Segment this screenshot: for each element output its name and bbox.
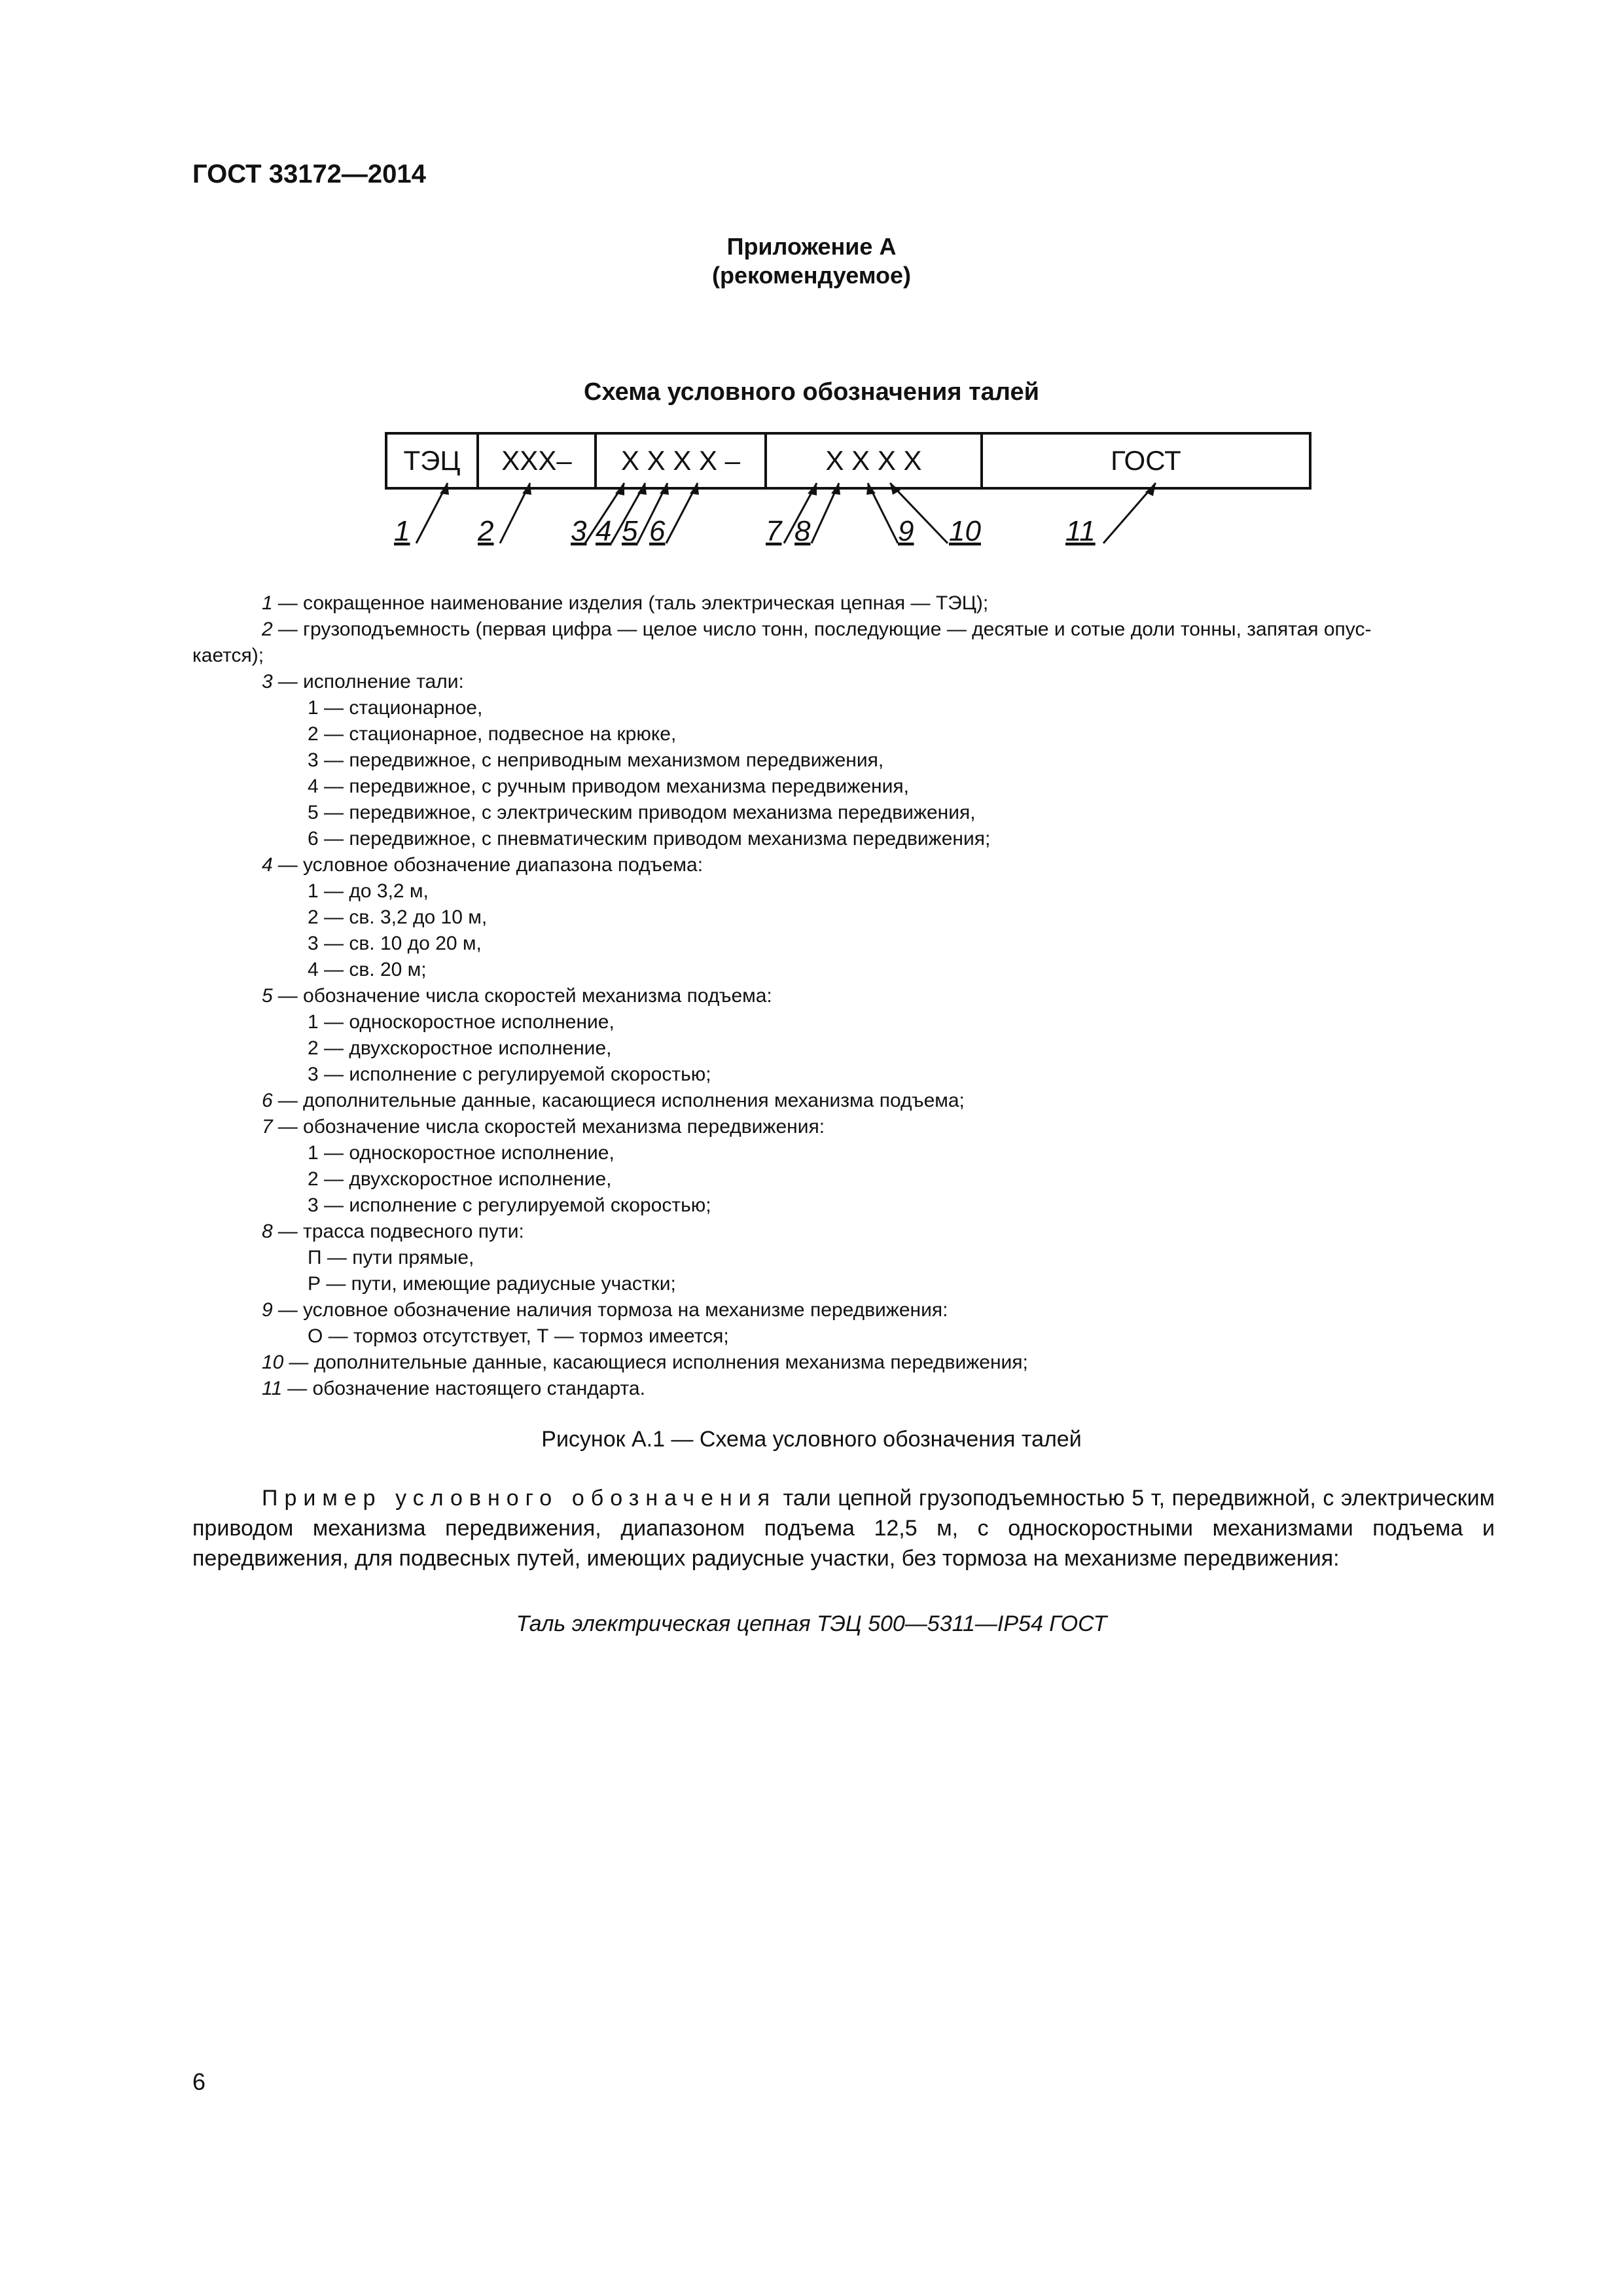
legend-item-6: 6 — дополнительные данные, касающиеся исполнения механизма подъема;: [262, 1090, 965, 1111]
cell-tec: ТЭЦ: [403, 445, 461, 476]
legend-item-2: 2 — грузоподъемность (первая цифра — целое число тонн, последующие — десятые и сотые доли тонны, запятая опус-: [262, 619, 1372, 640]
label-5: 5: [622, 515, 638, 547]
annex-title: Приложение А: [726, 233, 897, 260]
document-id: ГОСТ 33172—2014: [192, 160, 426, 188]
example-paragraph: [192, 1483, 1495, 1573]
legend-item-8: 8 — трасса подвесного пути:: [262, 1221, 524, 1242]
legend-item-9: 9 — условное обозначение наличия тормоза на механизме передвижения:: [262, 1299, 948, 1321]
legend-item-3: 3 — исполнение тали:: [262, 671, 464, 692]
legend-sub-item: П — пути прямые,: [308, 1247, 474, 1268]
legend-sub-item: 1 — односкоростное исполнение,: [308, 1011, 615, 1033]
legend-sub-item: 2 — двухскоростное исполнение,: [308, 1037, 612, 1059]
legend: [192, 590, 1495, 1402]
legend-sub-item: 1 — стационарное,: [308, 697, 483, 719]
legend-sub-item: 1 — до 3,2 м,: [308, 880, 429, 902]
label-3: 3: [571, 515, 587, 547]
example-designation: Таль электрическая цепная ТЭЦ 500—5311—IP54 ГОСТ: [516, 1611, 1107, 1636]
legend-sub-item: 3 — исполнение с регулируемой скоростью;: [308, 1194, 711, 1216]
label-7: 7: [766, 515, 782, 547]
legend-sub-item: 5 — передвижное, с электрическим приводом механизма передвижения,: [308, 802, 976, 823]
legend-sub-item: 1 — односкоростное исполнение,: [308, 1142, 615, 1164]
legend-item-2-continuation: кается);: [192, 645, 264, 666]
legend-item-1: 1 — сокращенное наименование изделия (таль электрическая цепная — ТЭЦ);: [262, 592, 989, 614]
legend-sub-item: 3 — св. 10 до 20 м,: [308, 933, 482, 954]
label-2: 2: [478, 515, 494, 547]
page-number: 6: [192, 2068, 206, 2095]
example-text: тали цепной грузоподъемностью 5 т, передвижной, с электрическим приводом механизма передвижения, диапазоном подъема 12,5 м, с односкоростными механизмами подъема и передвижения, для подвесных путей, имеющих радиусные участки, без тормоза на механизме передвижения:: [192, 1486, 1495, 1571]
figure-caption: Рисунок А.1 — Схема условного обозначения талей: [541, 1427, 1082, 1452]
legend-sub-item: 2 — стационарное, подвесное на крюке,: [308, 723, 677, 745]
legend-item-4: 4 — условное обозначение диапазона подъема:: [262, 854, 704, 876]
cell-capacity: ХХХ–: [501, 445, 572, 476]
label-4: 4: [596, 515, 612, 547]
legend-sub-item: 3 — передвижное, с неприводным механизмом передвижения,: [308, 749, 884, 771]
cell-standard: ГОСТ: [1111, 445, 1181, 476]
legend-item-5: 5 — обозначение числа скоростей механизма подъема:: [262, 985, 772, 1007]
cell-travel-group: Х Х Х Х: [825, 445, 922, 476]
label-1: 1: [394, 515, 410, 547]
legend-sub-item: 3 — исполнение с регулируемой скоростью;: [308, 1064, 711, 1085]
legend-item-7: 7 — обозначение числа скоростей механизма передвижения:: [262, 1116, 825, 1138]
example-lead: Пример условного обозначения: [262, 1486, 777, 1511]
legend-sub-item: О — тормоз отсутствует, Т — тормоз имеется;: [308, 1325, 729, 1347]
legend-sub-item: 2 — св. 3,2 до 10 м,: [308, 906, 488, 928]
label-9: 9: [898, 515, 914, 547]
legend-sub-item: 4 — передвижное, с ручным приводом механизма передвижения,: [308, 776, 909, 797]
legend-sub-item: Р — пути, имеющие радиусные участки;: [308, 1273, 676, 1295]
designation-scheme-diagram: [385, 429, 1314, 573]
label-6: 6: [649, 515, 666, 547]
cell-hoist-group: Х Х Х Х –: [620, 445, 741, 476]
legend-sub-item: 6 — передвижное, с пневматическим приводом механизма передвижения;: [308, 828, 991, 850]
legend-item-10: 10 — дополнительные данные, касающиеся исполнения механизма передвижения;: [262, 1352, 1028, 1373]
annex-subtitle: (рекомендуемое): [712, 262, 911, 289]
legend-item-11: 11 — обозначение настоящего стандарта.: [262, 1378, 645, 1399]
label-11: 11: [1065, 515, 1096, 547]
scheme-title: Схема условного обозначения талей: [584, 378, 1039, 406]
legend-sub-item: 2 — двухскоростное исполнение,: [308, 1168, 612, 1190]
legend-sub-item: 4 — св. 20 м;: [308, 959, 427, 980]
label-8: 8: [794, 515, 811, 547]
label-10: 10: [949, 515, 981, 547]
